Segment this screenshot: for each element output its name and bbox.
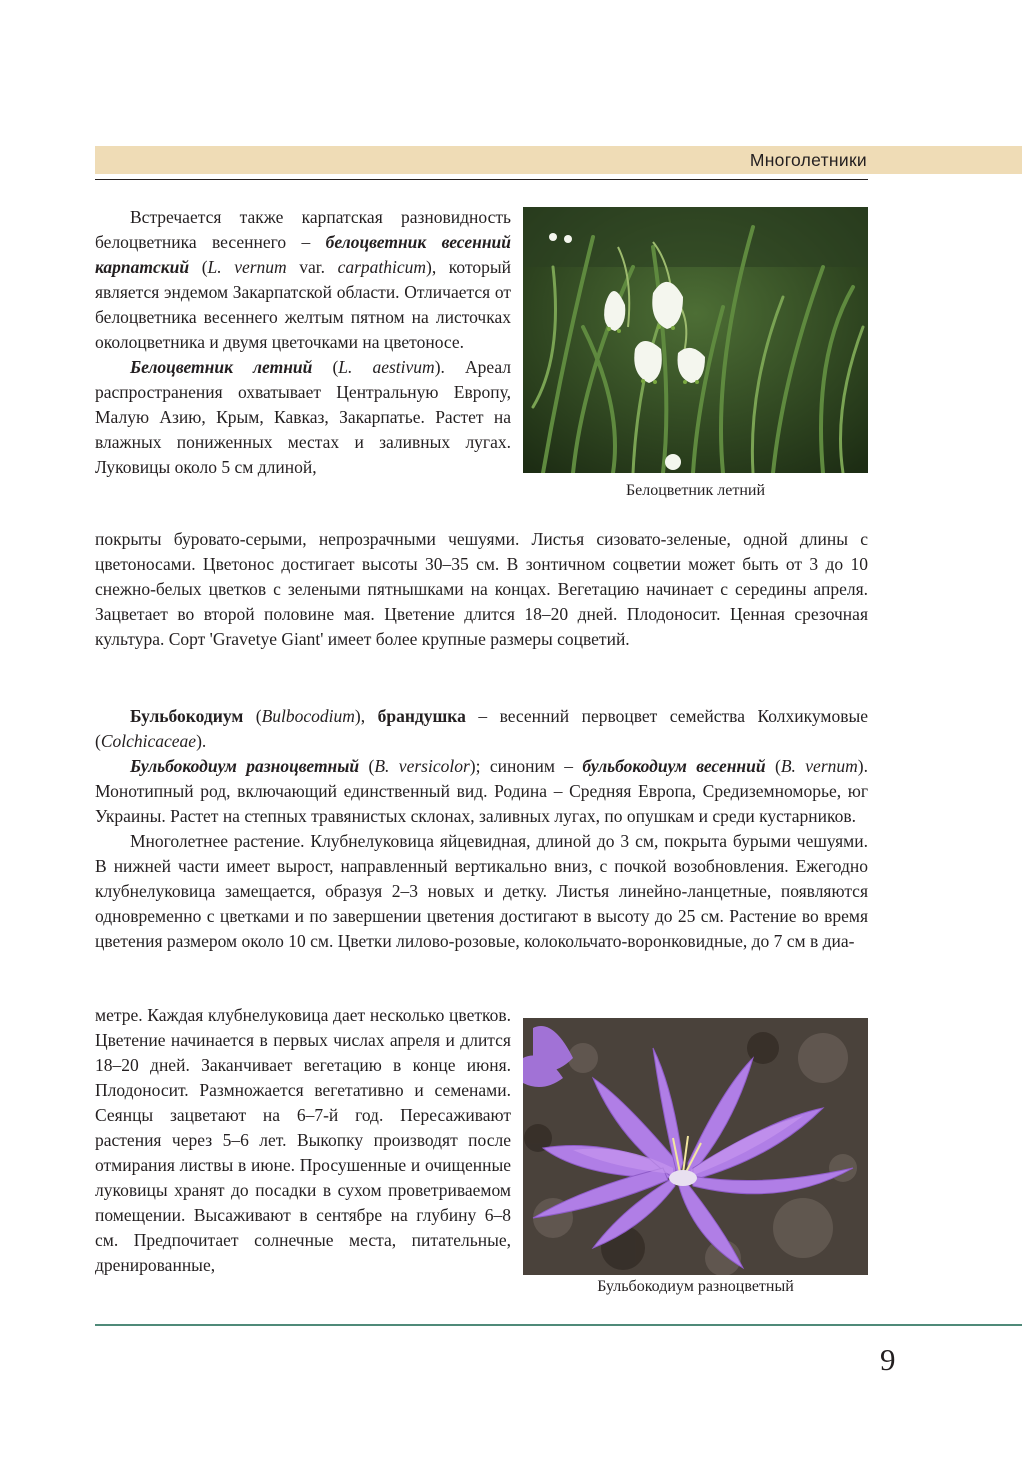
paragraph-carpathian: Встречается также карпатская разновидность белоцветника весеннего – белоцветник весенний карпатский (L. vernum var. carpathicum), который является эндемом Закарпатской области. Отличается от белоцветника весеннего желтым пятном на листочках околоцветника и двумя цветочками на цветоносе. (95, 207, 511, 352)
footer-rule (95, 1324, 1022, 1326)
caption-photo-1: Белоцветник летний (625, 482, 766, 499)
text-block-snowflake (95, 205, 511, 480)
text-block-snowflake-cont: покрыты буровато-серыми, непрозрачными чешуями. Листья сизовато-зеленые, одной длины с цветоносами. Цветонос достигает высоты 30–35 см. В зонтичном соцветии может быть от 3 до 10 снежно-белых цветков с зелеными пятнышками на концах. Вегетацию начинает с середины апреля. Зацветает во второй половине мая. Цветение длится 18–20 дней. Плодоносит. Ценная срезочная культура. Сорт 'Gravetye Giant' имеет более крупные размеры соцветий. (95, 529, 868, 649)
page-number: 9 (880, 1342, 896, 1377)
photo-bulbocodium-versicolor (523, 1018, 868, 1275)
paragraph-bulbocodium-species: Бульбокодиум разноцветный (B. versicolor); синоним – бульбокодиум весенний (B. vernum). Монотипный род, включающий единственный вид. Родина – Средняя Европа, Средиземноморье, юг Украины. Растет на степных травянистых склонах, заливных лугах, по опушкам и среди кустарников. (95, 756, 868, 826)
text-block-bulbocodium-cont: метре. Каждая клубнелуковица дает несколько цветков. Цветение начинается в первых числах апреля и длится 18–20 дней. Заканчивает вегетацию в конце июня. Плодоносит. Размножается вегетативно и семенами. Сеянцы зацветают на 6–7-й год. Пересаживают растения через 5–6 лет. Выкопку производят после отмирания листвы в июне. Просушенные и очищенные луковицы хранят до посадки в сухом проветриваемом помещении. Высаживают в сентябре на глубину 6–8 см. Предпочитает солнечные места, питательные, дренированные, (95, 1005, 511, 1275)
paragraph-summer-snowflake: Белоцветник летний (L. aestivum). Ареал распространения охватывает Центральную Европу, Малую Азию, Крым, Кавказ, Закарпатье. Растет на влажных пониженных местах и заливных лугах. Луковицы около 5 см длиной, (95, 357, 511, 477)
running-header-title: Многолетники (749, 150, 867, 170)
caption-photo-2: Бульбокодиум разноцветный (597, 1278, 794, 1295)
photo-leucojum-aestivum (523, 207, 868, 473)
running-header-band (95, 146, 1022, 174)
paragraph-bulbocodium-genus: Бульбокодиум (Bulbocodium), брандушка – весенний первоцвет семейства Колхикумовые (Colchicaceae). (95, 706, 869, 751)
text-block-bulbocodium (95, 704, 868, 954)
header-rule (95, 179, 868, 180)
paragraph-bulbocodium-description: Многолетнее растение. Клубнелуковица яйцевидная, длиной до 3 см, покрыта бурыми чешуями. В нижней части имеет вырост, направленный вертикально вниз, с почкой возобновления. Ежегодно клубнелуковица замещается, образуя 2–3 новых и детку. Листья линейно-ланцетные, появляются одновременно с цветками и по завершении цветения достигают в высоту до 25 см. Растение во время цветения размером около 10 см. Цветки лилово-розовые, колокольчато-воронковидные, до 7 см в диа- (95, 831, 868, 951)
